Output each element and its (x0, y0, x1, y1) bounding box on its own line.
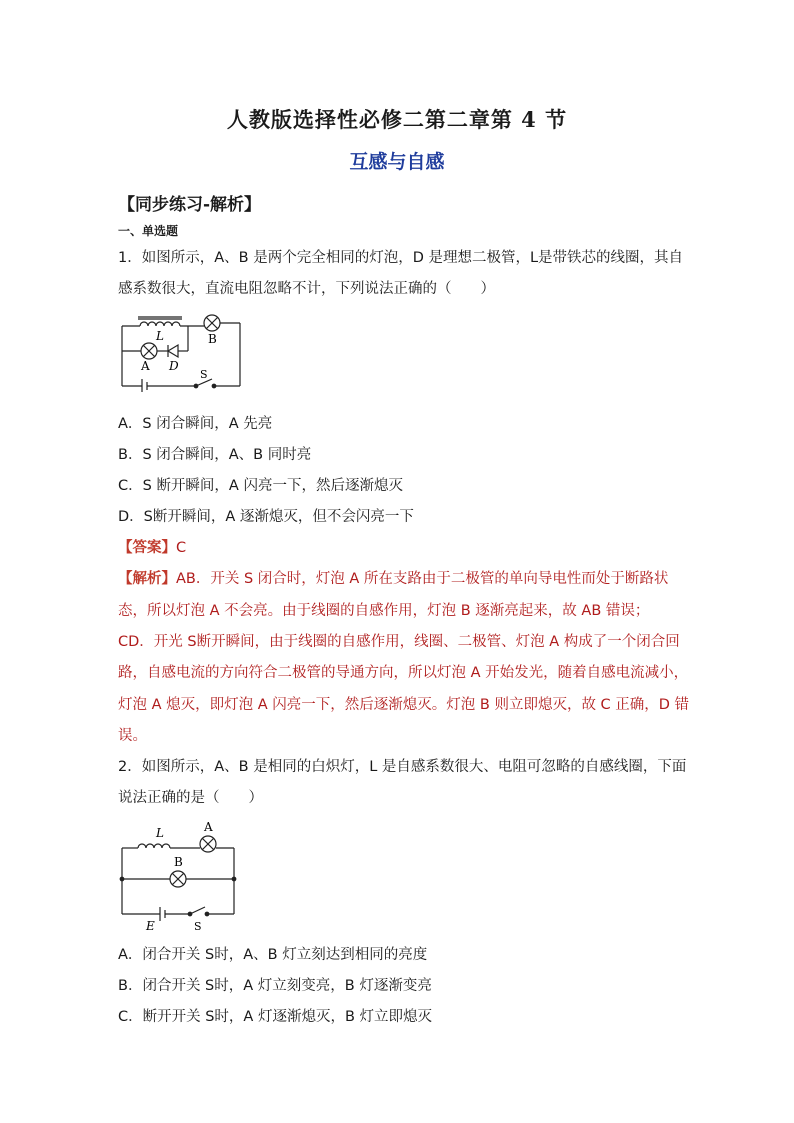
q2-label-a: A (204, 820, 213, 834)
q2-stem-line-1: 2．如图所示，A、B 是相同的白炽灯，L 是自感系数很大、电阻可忽略的自感线圈，下面 (118, 759, 687, 775)
analysis-text: AB．开关 S 闭合时，灯泡 A 所在支路由于二极管的单向导电性而处于断路状 (176, 571, 669, 587)
q1-inductor-coil (140, 322, 180, 326)
q1-label-b: B (208, 332, 217, 346)
q1-analysis-line-3: CD．开光 S断开瞬间，由于线圈的自感作用，线圈、二极管、灯泡 A 构成了一个闭合回 (118, 634, 680, 650)
q1-option-c: C．S 断开瞬间，A 闪亮一下，然后逐渐熄灭 (118, 478, 403, 494)
q1-analysis-line-6: 误。 (118, 728, 147, 744)
answer-label: 【答案】 (118, 540, 176, 556)
q1-analysis-line-2: 态，所以灯泡 A 不会亮。由于线圈的自感作用，灯泡 B 逐渐亮起来，故 AB 错误； (118, 603, 650, 619)
answer-value: C (176, 540, 187, 556)
q2-switch (190, 907, 205, 914)
q1-analysis-line-4: 路，自感电流的方向符合二极管的导通方向，所以灯泡 A 开始发光，随着自感电流减小， (118, 665, 689, 681)
q1-circuit-diagram (112, 308, 252, 392)
q1-label-d: D (169, 359, 179, 373)
q2-label-s: S (194, 920, 202, 933)
q1-option-a: A．S 闭合瞬间，A 先亮 (118, 416, 273, 432)
q2-option-a: A．闭合开关 S时，A、B 灯立刻达到相同的亮度 (118, 947, 428, 963)
q1-option-d: D．S断开瞬间，A 逐渐熄灭，但不会闪亮一下 (118, 509, 414, 525)
analysis-label: 【解析】 (118, 571, 176, 587)
q1-answer (118, 538, 186, 558)
q1-label-l: L (156, 329, 164, 343)
q1-stem-line-1: 1．如图所示，A、B 是两个完全相同的灯泡，D 是理想二极管，L是带铁芯的线圈，其自 (118, 250, 684, 266)
q2-circuit-diagram (112, 818, 244, 934)
q1-analysis-line-1 (118, 569, 668, 589)
q1-label-a: A (141, 359, 150, 373)
q1-diode-triangle (168, 345, 178, 357)
q2-inductor-coil (138, 844, 170, 848)
q1-analysis-line-5: 灯泡 A 熄灭，即灯泡 A 闪亮一下，然后逐渐熄灭。灯泡 B 则立即熄灭，故 C 正确，D 错 (118, 697, 690, 713)
q1-option-b: B．S 闭合瞬间，A、B 同时亮 (118, 447, 312, 463)
page-title: 人教版选择性必修二第二章第 4 节 (226, 107, 568, 132)
q2-label-l: L (156, 826, 164, 840)
q1-stem-line-2: 感系数很大，直流电阻忽略不计，下列说法正确的（ ） (118, 281, 495, 297)
q2-stem-line-2: 说法正确的是（ ） (118, 790, 263, 806)
question-type-heading: 一、单选题 (118, 224, 179, 238)
q2-option-c: C．断开开关 S时，A 灯逐渐熄灭，B 灯立即熄灭 (118, 1009, 433, 1025)
page-subtitle: 互感与自感 (349, 151, 445, 173)
q2-label-e: E (146, 919, 155, 933)
q2-label-b: B (174, 855, 183, 869)
q2-option-b: B．闭合开关 S时，A 灯立刻变亮，B 灯逐渐变亮 (118, 978, 432, 994)
section-heading: 【同步练习-解析】 (118, 195, 262, 215)
q1-label-s: S (200, 368, 208, 381)
